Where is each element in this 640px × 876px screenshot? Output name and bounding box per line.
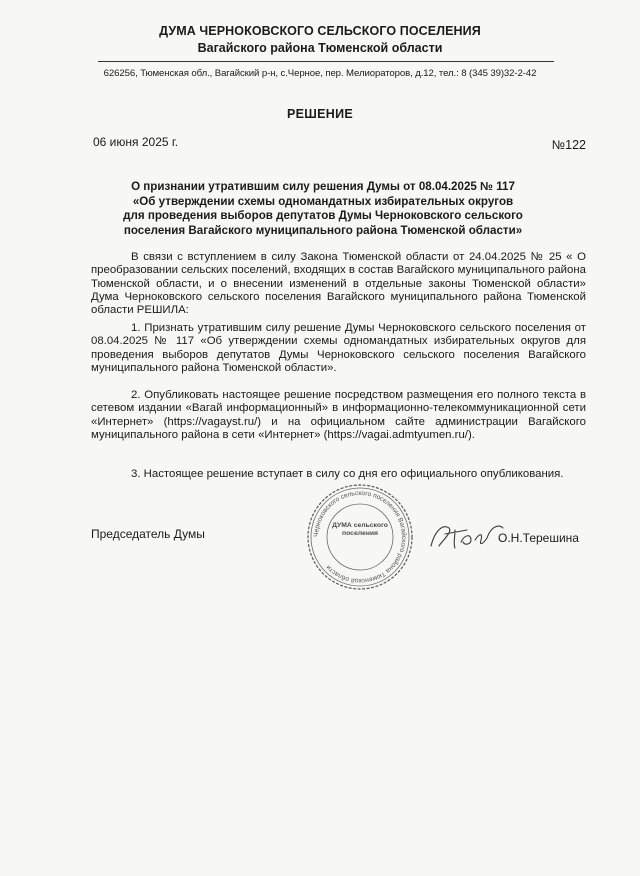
- title-line: для проведения выборов депутатов Думы Черноковского сельского: [123, 209, 523, 222]
- preamble-text: В связи с вступлением в силу Закона Тюменской области от 24.04.2025 № 25 « О преобразовании сельских поселений, входящих в состав Вагайского муниципального района Тюменской области, и о внесении изменений в отдельные законы Тюменской области» Дума Черноковского сельского поселения Вагайского муниципального района Тюменской области РЕШИЛА:: [91, 251, 586, 317]
- preamble-paragraph: [91, 251, 586, 317]
- item-1-paragraph: [91, 322, 586, 375]
- org-name: ДУМА ЧЕРНОКОВСКОГО СЕЛЬСКОГО ПОСЕЛЕНИЯ: [159, 24, 481, 38]
- seal-ring-text: Черноковского сельского поселения Вагайского района Тюменской области: [312, 489, 408, 585]
- document-type: РЕШЕНИЕ: [286, 107, 354, 121]
- signatory-position: Председатель Думы: [91, 527, 205, 541]
- item-2-paragraph: [91, 389, 586, 442]
- org-address: 626256, Тюменская обл., Вагайский р-н, с.Черное, пер. Мелиораторов, д.12, тел.: 8 (345 39)32-2-42: [103, 68, 537, 79]
- seal-center-text: ДУМА сельского поселения: [332, 522, 388, 537]
- document-date: 06 июня 2025 г.: [93, 135, 179, 149]
- handwritten-signature: [425, 516, 507, 554]
- signatory-name: О.Н.Терешина: [498, 531, 579, 545]
- title-line: «Об утверждении схемы одномандатных избирательных округов: [132, 194, 514, 208]
- document-title: [86, 180, 560, 238]
- official-seal-stamp: [305, 482, 415, 592]
- item-2-text: 2. Опубликовать настоящее решение посредством размещения его полного текста в сетевом издании «Вагай информационный» в информационно-телекоммуникационной сети «Интернет» (https://vagayst.ru/) и на официальном сайте администрации Вагайского муниципального района в сети «Интернет» (https://vagai.admtyumen.ru/).: [91, 389, 586, 441]
- item-3-text: 3. Настоящее решение вступает в силу со дня его официального опубликования.: [131, 468, 564, 480]
- header-divider: [98, 61, 554, 62]
- document-number: №122: [551, 138, 586, 152]
- item-3-paragraph: [91, 468, 586, 481]
- title-line: О признании утратившим силу решения Думы от 08.04.2025 № 117: [131, 180, 515, 193]
- item-1-text: 1. Признать утратившим силу решение Думы Черноковского сельского поселения от 08.04.2025 № 117 «Об утверждении схемы одномандатных избирательных округов для проведения выборов депутатов Думы Черноковского сельского поселения Вагайского муниципального района Тюменской области».: [91, 322, 586, 374]
- title-line: поселения Вагайского муниципального района Тюменской области»: [123, 223, 523, 237]
- org-region: Вагайского района Тюменской области: [197, 41, 443, 55]
